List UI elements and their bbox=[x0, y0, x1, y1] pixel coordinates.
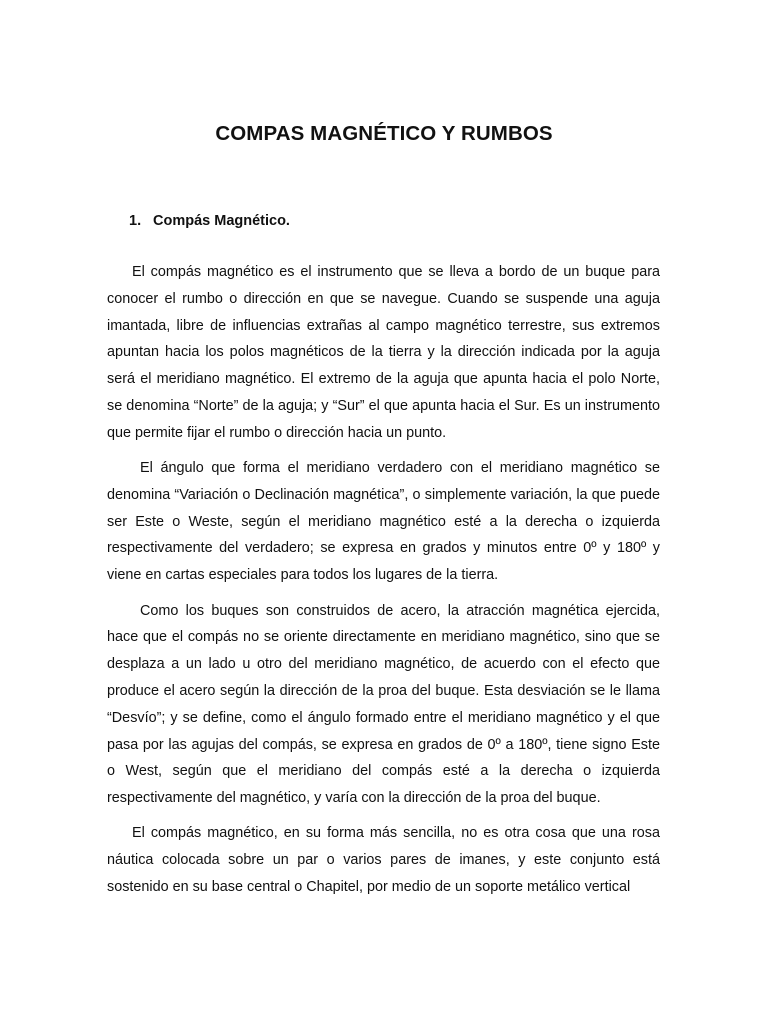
section-heading-text: Compás Magnético. bbox=[153, 213, 290, 229]
paragraph: El ángulo que forma el meridiano verdadero con el meridiano magnético se denomina “Variación o Declinación magnética”, o simplemente variación, la que puede ser Este o Weste, según el meridiano magnético esté a la derecha o izquierda respectivamente del verdadero; se expresa en grados y minutos entre 0º y 180º y viene en cartas especiales para todos los lugares de la tierra. bbox=[107, 460, 660, 584]
section-number: 1. bbox=[129, 213, 142, 229]
document-title: COMPAS MAGNÉTICO Y RUMBOS bbox=[215, 122, 553, 145]
paragraph: Como los buques son construidos de acero, la atracción magnética ejercida, hace que el compás no se oriente directamente en meridiano magnético, sino que se desplaza a un lado u otro del meridiano magnético, de acuerdo con el efecto que produce el acero según la dirección de la proa del buque. Esta desviación se le llama “Desvío”; y se define, como el ángulo formado entre el meridiano magnético y el que pasa por las agujas del compás, se expresa en grados de 0º a 180º, tiene signo Este o West, según que el meridiano del compás esté a la derecha o izquierda respectivamente del magnético, y varía con la dirección de la proa del buque. bbox=[107, 602, 660, 807]
paragraph: El compás magnético es el instrumento que se lleva a bordo de un buque para conocer el rumbo o dirección en que se navegue. Cuando se suspende una aguja imantada, libre de influencias extrañas al campo magnético terrestre, sus extremos apuntan hacia los polos magnéticos de la tierra y la dirección indicada por la aguja será el meridiano magnético. El extremo de la aguja que apunta hacia el polo Norte, se denomina “Norte” de la aguja; y “Sur” el que apunta hacia el Sur. Es un instrumento que permite fijar el rumbo o dirección hacia un punto. bbox=[107, 264, 660, 441]
body-text bbox=[107, 259, 660, 909]
paragraph: El compás magnético, en su forma más sencilla, no es otra cosa que una rosa náutica colocada sobre un par o varios pares de imanes, y este conjunto está sostenido en su base central o Chapitel, por medio de un soporte metálico vertical bbox=[107, 825, 660, 896]
section-heading bbox=[129, 213, 290, 229]
